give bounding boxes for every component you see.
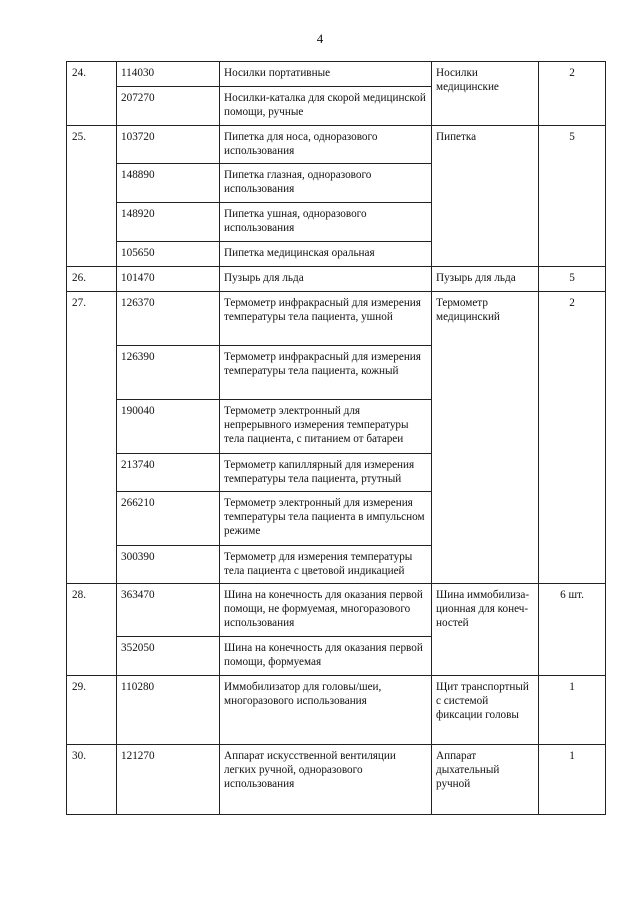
item-code: 101470 bbox=[117, 267, 220, 292]
item-type: Пузырь для льда bbox=[432, 267, 539, 292]
item-name: Термометр инфракрасный для измерения температуры тела пациента, кожный bbox=[220, 346, 432, 400]
item-code: 126370 bbox=[117, 292, 220, 346]
item-name: Термометр инфракрасный для измерения температуры тела пациента, ушной bbox=[220, 292, 432, 346]
item-type: Пипетка bbox=[432, 126, 539, 267]
item-code: 114030 bbox=[117, 62, 220, 87]
item-name: Пузырь для льда bbox=[220, 267, 432, 292]
item-type: Термометр медицинский bbox=[432, 292, 539, 584]
table-row bbox=[67, 62, 606, 87]
table-row bbox=[67, 126, 606, 164]
item-name: Аппарат искусственной вентиляции легких ручной, одноразового использования bbox=[220, 745, 432, 815]
item-name: Пипетка ушная, одноразового использования bbox=[220, 203, 432, 242]
equipment-table bbox=[66, 61, 606, 815]
item-name: Пипетка глазная, одноразового использования bbox=[220, 164, 432, 203]
item-quantity: 1 bbox=[539, 676, 606, 745]
item-type: Носилки медицинские bbox=[432, 62, 539, 126]
item-quantity: 2 bbox=[539, 62, 606, 126]
item-code: 105650 bbox=[117, 242, 220, 267]
item-quantity: 5 bbox=[539, 126, 606, 267]
item-code: 266210 bbox=[117, 492, 220, 546]
item-quantity: 2 bbox=[539, 292, 606, 584]
row-number: 26. bbox=[67, 267, 117, 292]
item-name: Термометр капиллярный для измерения температуры тела пациента, ртутный bbox=[220, 454, 432, 492]
item-code: 148890 bbox=[117, 164, 220, 203]
table-row bbox=[67, 267, 606, 292]
table-row bbox=[67, 584, 606, 637]
row-number: 25. bbox=[67, 126, 117, 267]
table-row bbox=[67, 676, 606, 745]
page-number: 4 bbox=[316, 31, 324, 46]
item-name: Шина на конечность для оказания первой помощи, не формуемая, многоразового использования bbox=[220, 584, 432, 637]
item-code: 148920 bbox=[117, 203, 220, 242]
item-code: 103720 bbox=[117, 126, 220, 164]
row-number: 30. bbox=[67, 745, 117, 815]
item-quantity: 6 шт. bbox=[539, 584, 606, 676]
item-name: Термометр электронный для измерения температуры тела пациента в импульсном режиме bbox=[220, 492, 432, 546]
item-type: Шина иммобилиза- ционная для конеч- ностей bbox=[432, 584, 539, 676]
item-code: 363470 bbox=[117, 584, 220, 637]
item-name: Иммобилизатор для головы/шеи, многоразового использования bbox=[220, 676, 432, 745]
item-code: 300390 bbox=[117, 546, 220, 584]
item-code: 126390 bbox=[117, 346, 220, 400]
item-code: 213740 bbox=[117, 454, 220, 492]
item-name: Шина на конечность для оказания первой помощи, формуемая bbox=[220, 637, 432, 676]
row-number: 29. bbox=[67, 676, 117, 745]
item-code: 352050 bbox=[117, 637, 220, 676]
item-code: 121270 bbox=[117, 745, 220, 815]
item-name: Термометр для измерения температуры тела пациента с цветовой индикацией bbox=[220, 546, 432, 584]
item-code: 207270 bbox=[117, 87, 220, 126]
item-name: Пипетка для носа, одноразового использования bbox=[220, 126, 432, 164]
item-code: 110280 bbox=[117, 676, 220, 745]
item-name: Носилки-каталка для скорой медицинской помощи, ручные bbox=[220, 87, 432, 126]
item-type: Аппарат дыхательный ручной bbox=[432, 745, 539, 815]
row-number: 24. bbox=[67, 62, 117, 126]
item-name: Носилки портативные bbox=[220, 62, 432, 87]
item-name: Пипетка медицинская оральная bbox=[220, 242, 432, 267]
item-code: 190040 bbox=[117, 400, 220, 454]
row-number: 27. bbox=[67, 292, 117, 584]
item-quantity: 5 bbox=[539, 267, 606, 292]
item-name: Термометр электронный для непрерывного измерения температуры тела пациента, с питанием от батареи bbox=[220, 400, 432, 454]
item-quantity: 1 bbox=[539, 745, 606, 815]
table-row bbox=[67, 745, 606, 815]
row-number: 28. bbox=[67, 584, 117, 676]
table-row bbox=[67, 292, 606, 346]
item-type: Щит транспортный с системой фиксации головы bbox=[432, 676, 539, 745]
